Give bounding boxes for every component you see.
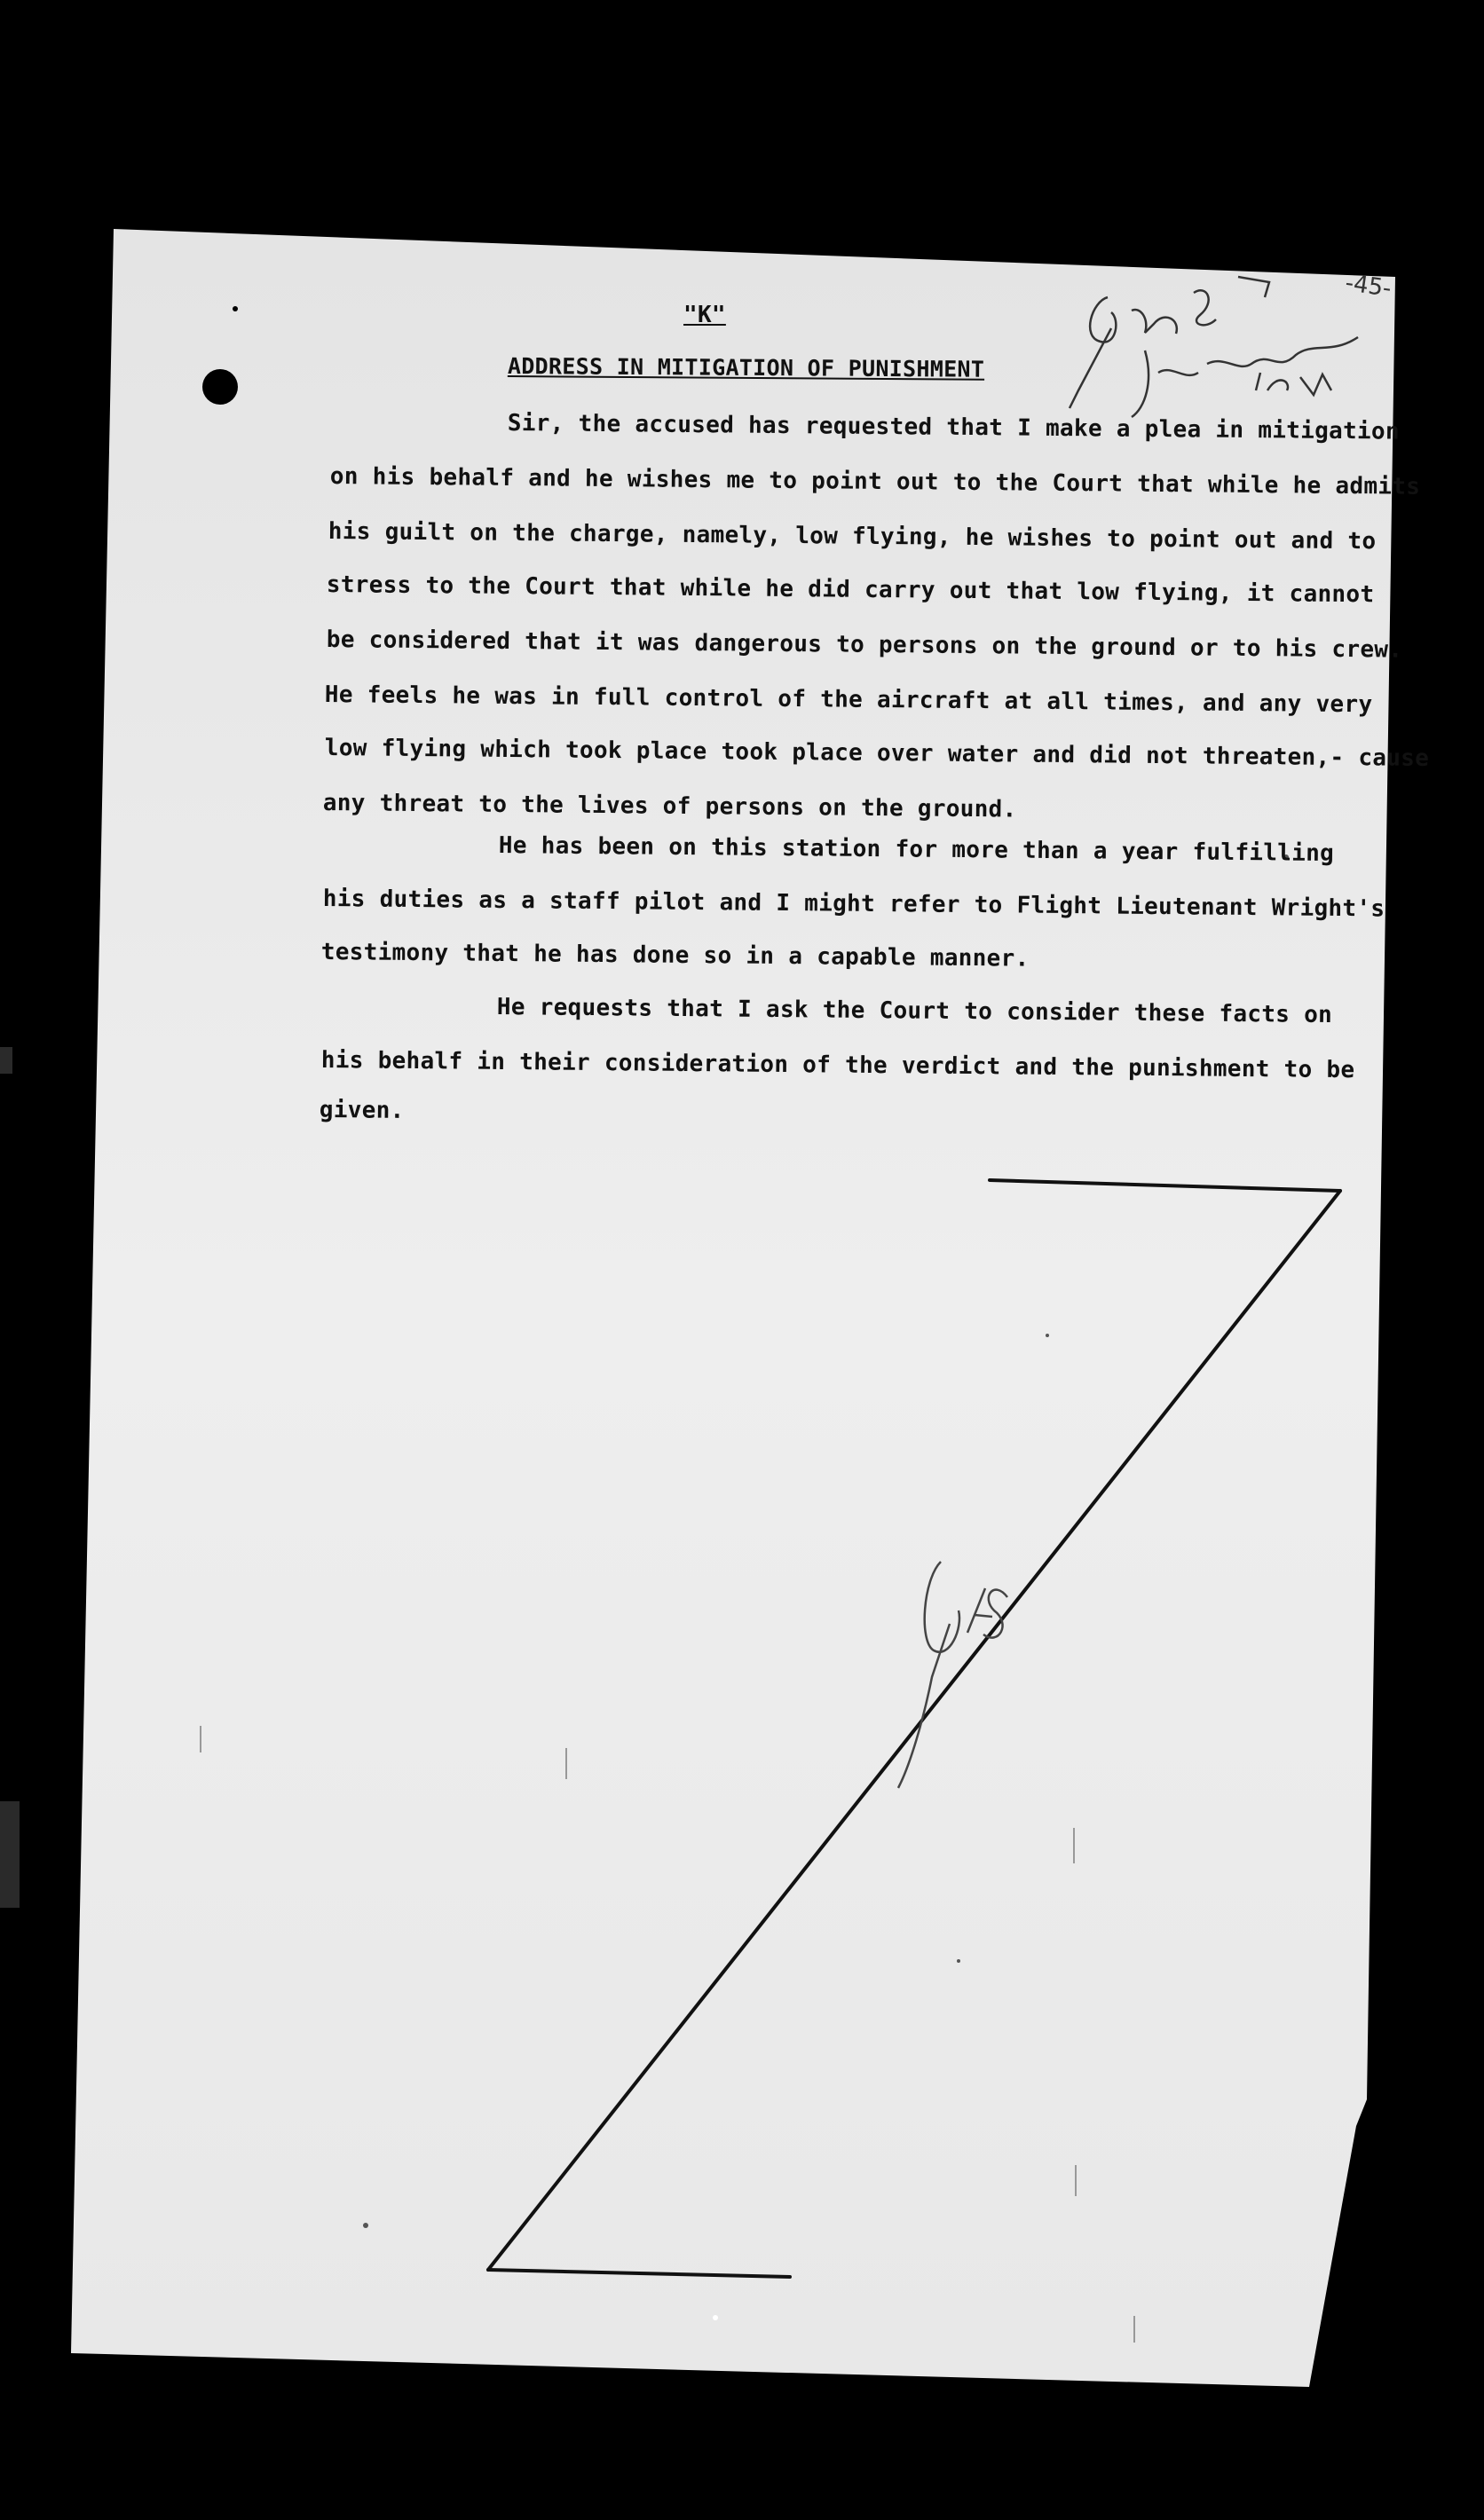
body-line: his guilt on the charge, namely, low flying, he wishes to point out and to [328,518,1377,555]
body-line: any threat to the lives of persons on the ground. [322,790,1017,823]
folio-number: -45- [1343,270,1393,303]
body-line: He feels he was in full control of the aircraft at all times, and any very [324,681,1373,719]
body-line: given. [319,1097,405,1124]
punch-hole [202,369,238,405]
body-line: testimony that he has done so in a capable manner. [320,939,1030,973]
body-line: low flying which took place took place over water and did not threaten,- cause [324,735,1430,772]
body-line: He has been on this station for more than a year fulfilling [498,832,1335,868]
edge-shadow [0,1047,20,1908]
body-line: on his behalf and he wishes me to point out to the Court that while he admits [329,463,1421,500]
body-line: his duties as a staff pilot and I might refer to Flight Lieutenant Wright's [322,886,1385,923]
body-line: stress to the Court that while he did carry out that low flying, it cannot [326,571,1375,609]
body-line: Sir, the accused has requested that I make a plea in mitigation [507,410,1401,445]
body-line: He requests that I ask the Court to consider these facts on [496,994,1333,1029]
body-line: his behalf in their consideration of the verdict and the punishment to be [320,1047,1355,1084]
body-line: be considered that it was dangerous to persons on the ground or to his crew. [326,626,1403,664]
page-title: ADDRESS IN MITIGATION OF PUNISHMENT [507,353,985,382]
appendix-label: "K" [683,302,726,328]
